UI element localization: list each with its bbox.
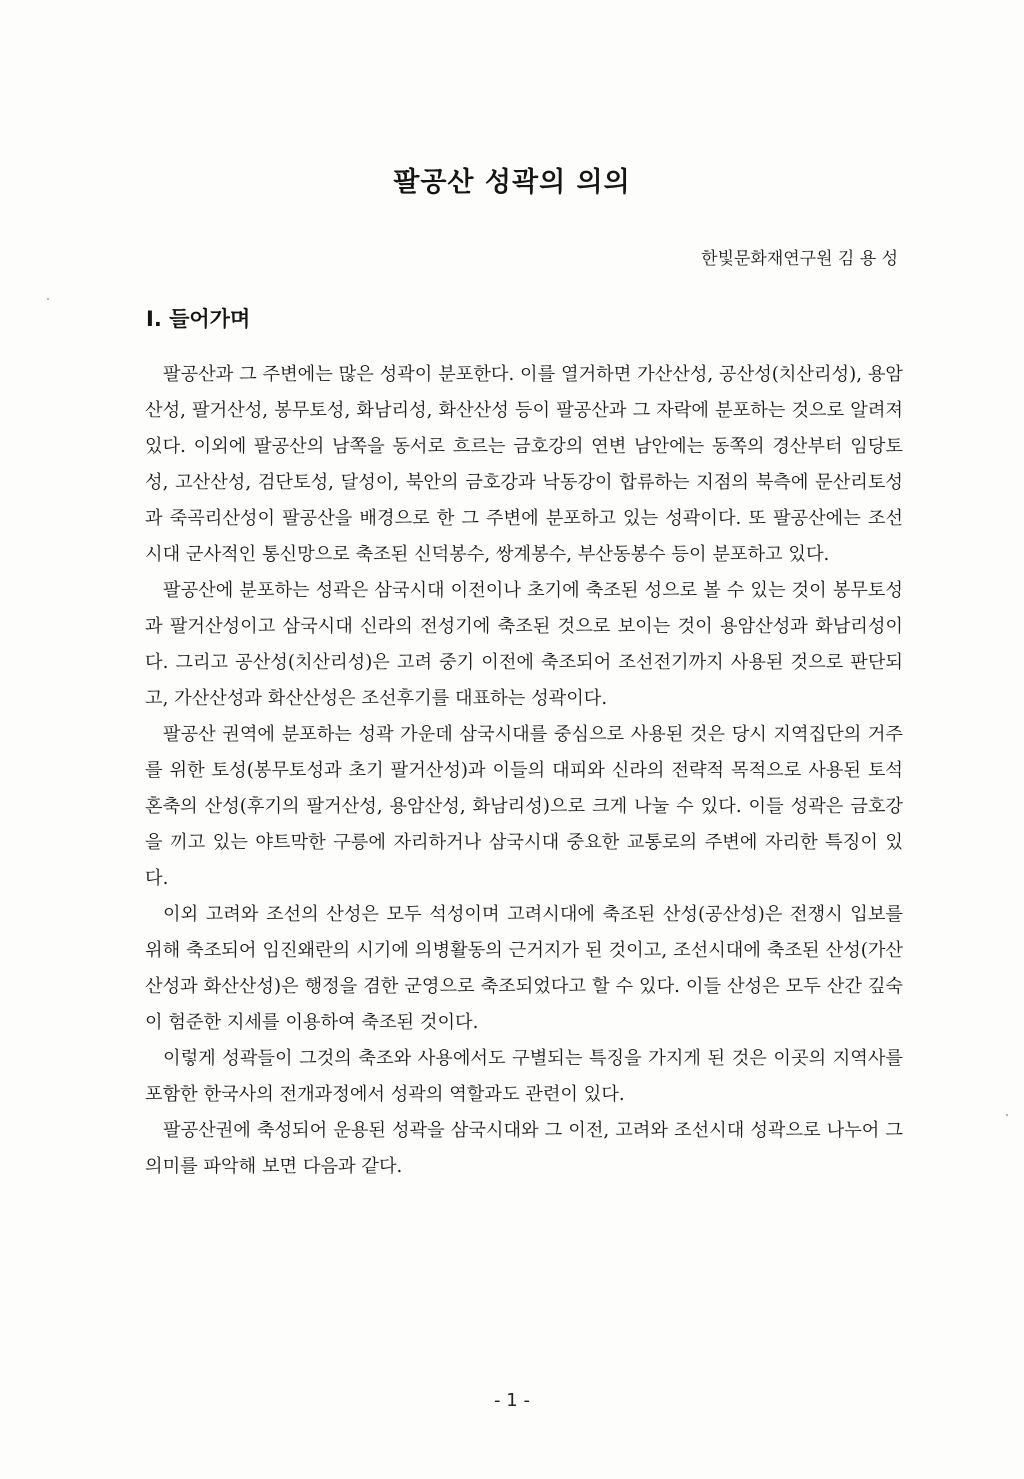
page-number: - 1 - bbox=[494, 1390, 530, 1411]
body-text bbox=[145, 357, 903, 1185]
paragraph: 팔공산권에 축성되어 운용된 성곽을 삼국시대와 그 이전, 고려와 조선시대 성곽으로 나누어 그 의미를 파악해 보면 다음과 같다. bbox=[145, 1120, 903, 1177]
paragraph: 팔공산에 분포하는 성곽은 삼국시대 이전이나 초기에 축조된 성으로 볼 수 있는 것이 봉무토성과 팔거산성이고 삼국시대 신라의 전성기에 축조된 것으로 보이는 것이 용암산성과 화남리성이다. 그리고 공산성(치산리성)은 고려 중기 이전에 축조되어 조선전기까지 사용된 것으로 판단되고, 가산산성과 화산산성은 조선후기를 대표하는 성곽이다. bbox=[145, 580, 903, 709]
paragraph: 이렇게 성곽들이 그것의 축조와 사용에서도 구별되는 특징을 가지게 된 것은 이곳의 지역사를 포함한 한국사의 전개과정에서 성곽의 역할과도 관련이 있다. bbox=[145, 1048, 903, 1105]
document-title: 팔공산 성곽의 의의 bbox=[393, 167, 631, 198]
section-heading: Ⅰ. 들어가며 bbox=[146, 307, 251, 331]
paragraph: 팔공산과 그 주변에는 많은 성곽이 분포한다. 이를 열거하면 가산산성, 공산성(치산리성), 용암산성, 팔거산성, 봉무토성, 화남리성, 화산산성 등이 팔공산과 그 자락에 분포하는 것으로 알려져 있다. 이외에 팔공산의 남쪽을 동서로 흐르는 금호강의 연변 남안에는 동쪽의 경산부터 임당토성, 고산산성, 검단토성, 달성이, 북안의 금호강과 낙동강이 합류하는 지점의 북측에 문산리토성과 죽곡리산성이 팔공산을 배경으로 한 그 주변에 분포하고 있는 성곽이다. 또 팔공산에는 조선시대 군사적인 통신망으로 축조된 신덕봉수, 쌍계봉수, 부산동봉수 등이 분포하고 있다. bbox=[145, 364, 903, 565]
author-line: 한빛문화재연구원 김 용 성 bbox=[701, 249, 898, 269]
scan-speck bbox=[1006, 1114, 1008, 1116]
paragraph: 이외 고려와 조선의 산성은 모두 석성이며 고려시대에 축조된 산성(공산성)은 전쟁시 입보를 위해 축조되어 임진왜란의 시기에 의병활동의 근거지가 된 것이고, 조선시대에 축조된 산성(가산산성과 화산산성)은 행정을 겸한 군영으로 축조되었다고 할 수 있다. 이들 산성은 모두 산간 깊숙이 험준한 지세를 이용하여 축조된 것이다. bbox=[145, 904, 903, 1033]
paragraph: 팔공산 권역에 분포하는 성곽 가운데 삼국시대를 중심으로 사용된 것은 당시 지역집단의 거주를 위한 토성(봉무토성과 초기 팔거산성)과 이들의 대피와 신라의 전략적 목적으로 사용된 토석혼축의 산성(후기의 팔거산성, 용암산성, 화남리성)으로 크게 나눌 수 있다. 이들 성곽은 금호강을 끼고 있는 야트막한 구릉에 자리하거나 삼국시대 중요한 교통로의 주변에 자리한 특징이 있다. bbox=[145, 724, 903, 889]
scan-speck bbox=[47, 298, 49, 300]
